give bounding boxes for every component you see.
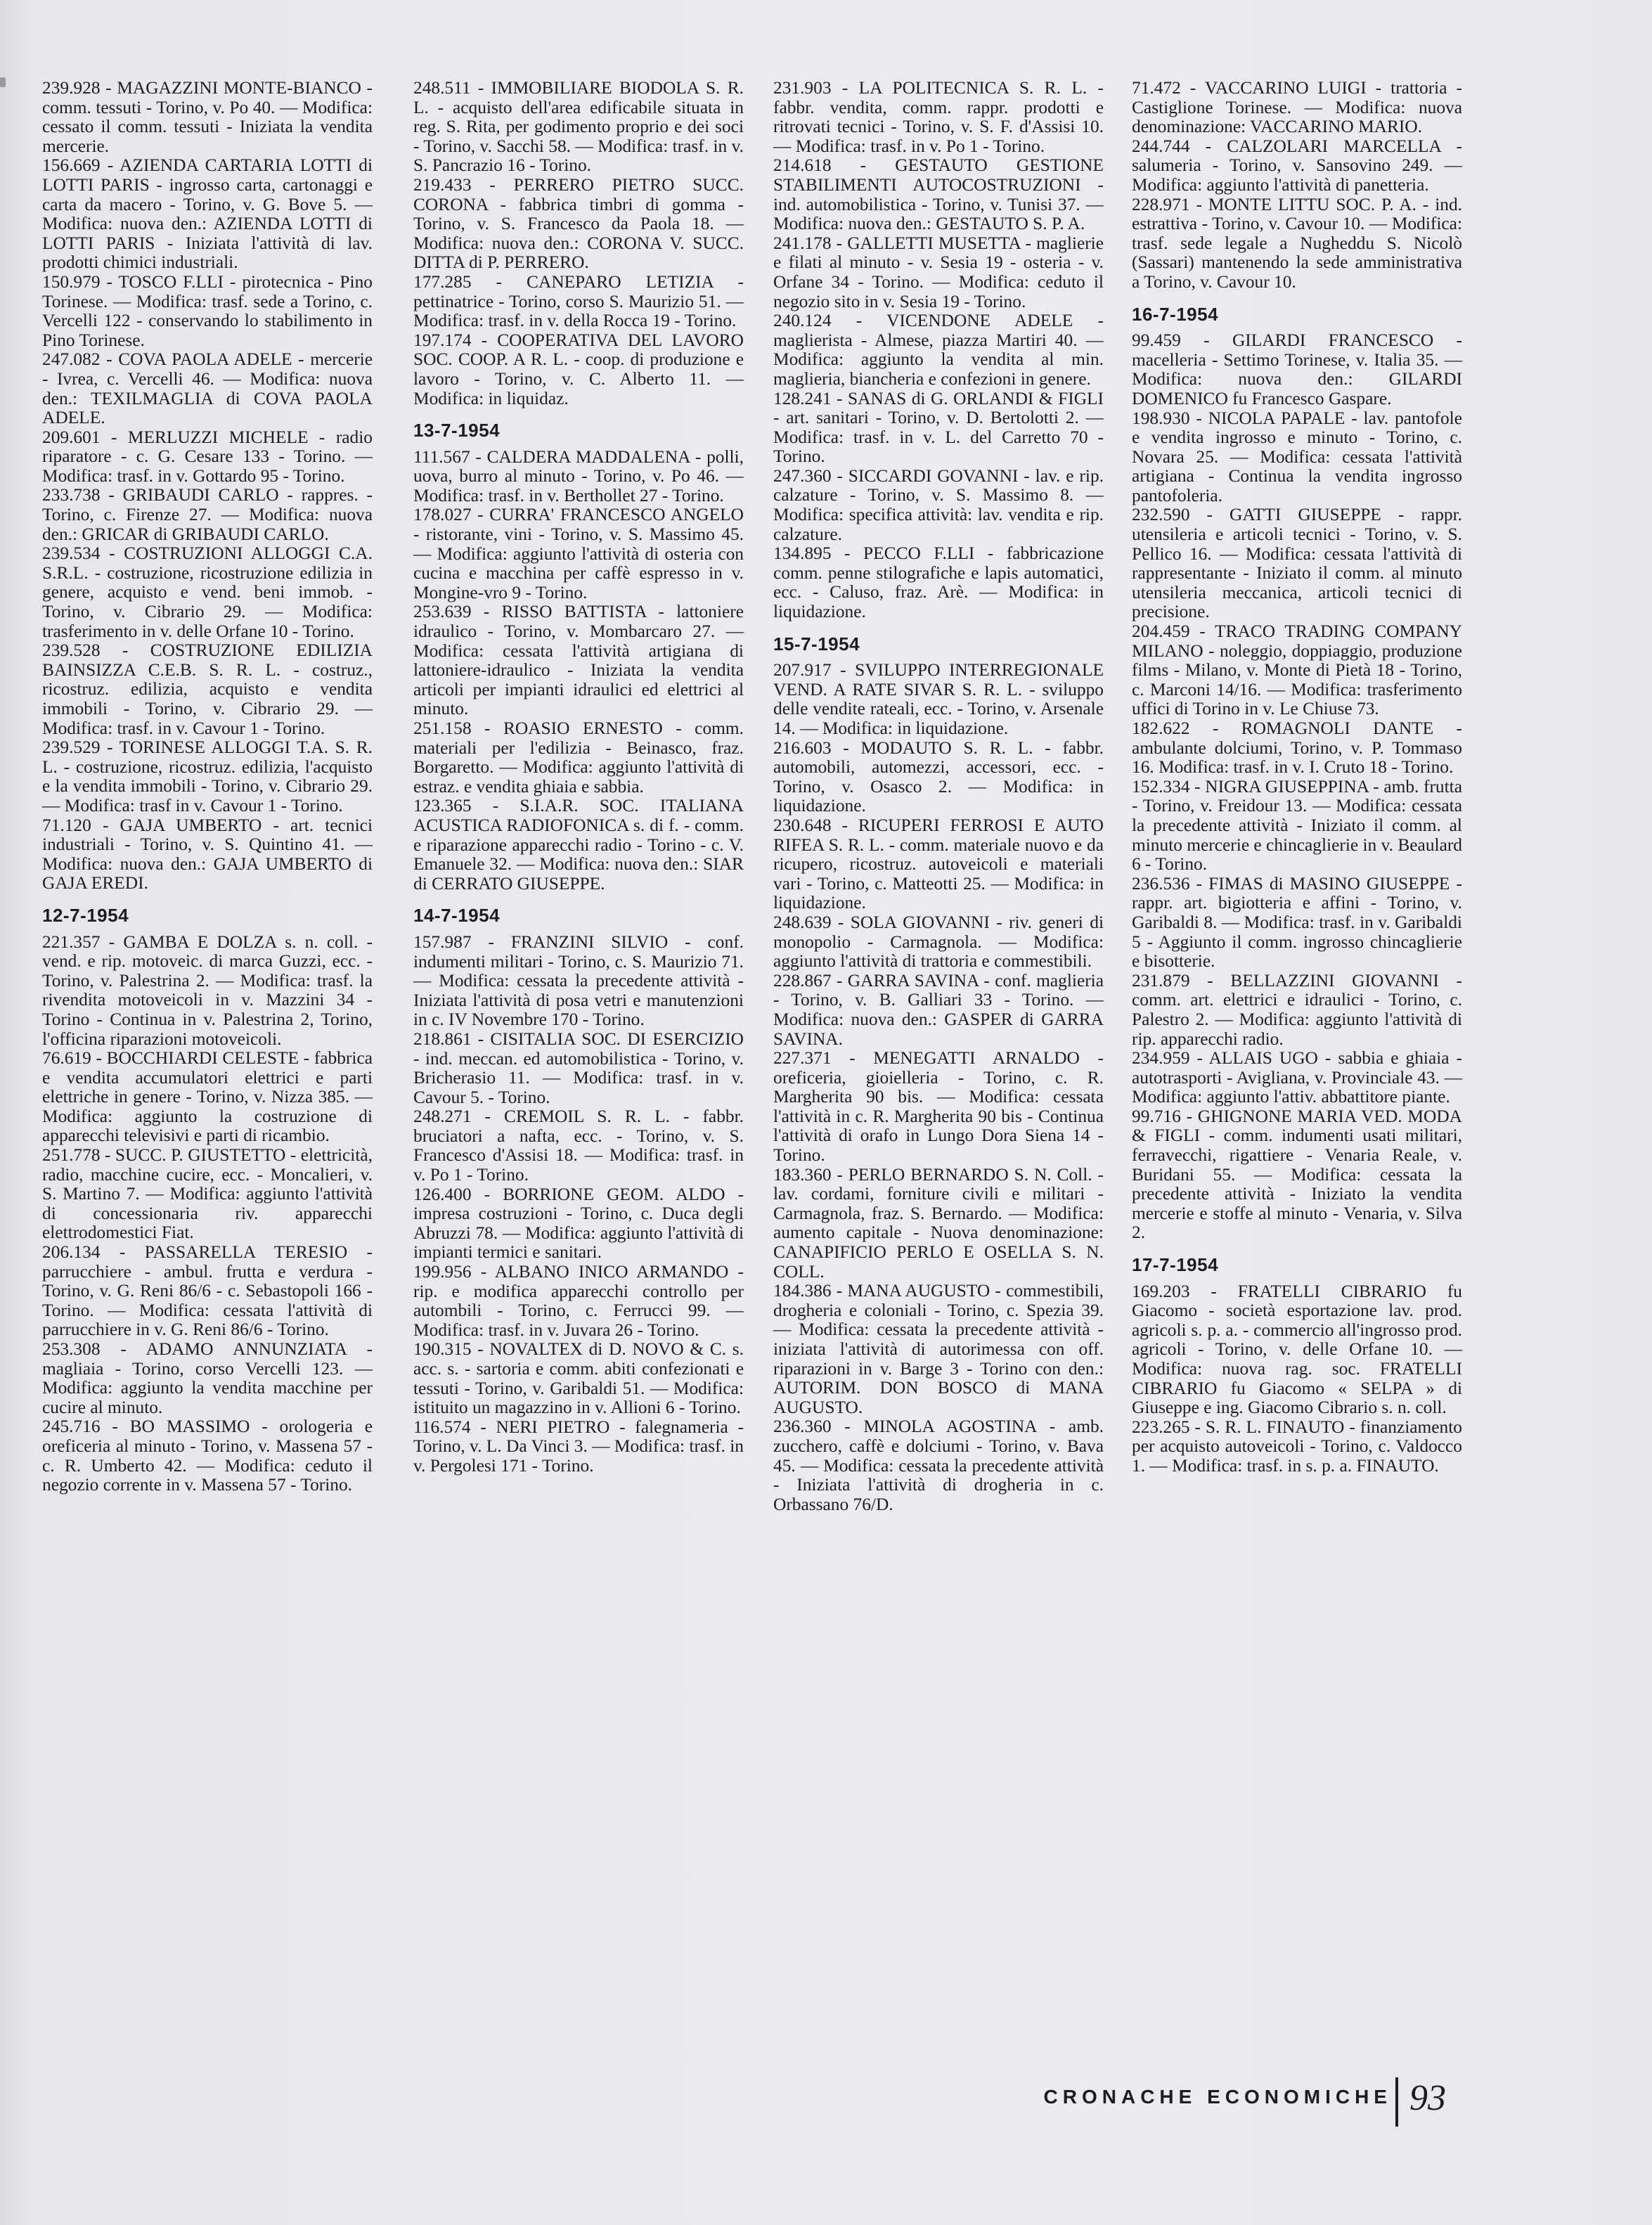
register-entry: 227.371 - MENEGATTI ARNALDO - oreficeria, gioielleria - Torino, c. R. Margherita 90 bis. — Modifica: cessata l'attività in c. R. Margherita 90 bis - Continua l'attività di orafo in Lungo Dora Siena 14 - Torino. xyxy=(773,1048,1104,1166)
binding-mark xyxy=(0,77,6,87)
date-heading: 12-7-1954 xyxy=(42,904,129,926)
register-entry: 128.241 - SANAS di G. ORLANDI & FIGLI - art. sanitari - Torino, v. D. Bertolotti 2. — Modifica: trasf. in v. L. del Carretto 70 - Torino. xyxy=(773,388,1104,467)
register-entry: 216.603 - MODAUTO S. R. L. - fabbr. automobili, automezzi, accessori, ecc. - Torino, v. Osasco 2. — Modifica: in liquidazione. xyxy=(773,737,1104,816)
date-heading: 17-7-1954 xyxy=(1132,1254,1219,1276)
register-entry: 245.716 - BO MASSIMO - orologeria e oreficeria al minuto - Torino, v. Massena 57 - c. R. Umberto 42. — Modifica: ceduto il negozio corrente in v. Massena 57 - Torino. xyxy=(42,1417,373,1495)
register-entry: 228.971 - MONTE LITTU SOC. P. A. - ind. estrattiva - Torino, v. Cavour 10. — Modifica: trasf. sede legale a Nugheddu S. Nicolò (Sassari) mantenendo la sede amministrativa a Torino, v. Cavour 10. xyxy=(1132,194,1462,292)
register-entry: 152.334 - NIGRA GIUSEPPINA - amb. frutta - Torino, v. Freidour 13. — Modifica: cessata la precedente attività - Iniziato il comm. al minuto mercerie e chincaglierie in v. Beaulard 6 - Torino. xyxy=(1132,776,1462,875)
register-entry: 199.956 - ALBANO INICO ARMANDO - rip. e modifica apparecchi controllo per autombili - Torino, c. Ferrucci 99. — Modifica: trasf. in v. Juvara 26 - Torino. xyxy=(413,1262,744,1340)
register-entry: 233.738 - GRIBAUDI CARLO - rappres. - Torino, c. Firenze 27. — Modifica: nuova den.: GRICAR di GRIBAUDI CARLO. xyxy=(42,485,373,544)
register-entry: 126.400 - BORRIONE GEOM. ALDO - impresa costruzioni - Torino, c. Duca degli Abruzzi 78. — Modifica: aggiunto l'attività di impianti termici e sanitari. xyxy=(413,1184,744,1263)
register-entry: 182.622 - ROMAGNOLI DANTE - ambulante dolciumi, Torino, v. P. Tommaso 16. Modifica: trasf. in v. I. Cruto 18 - Torino. xyxy=(1132,718,1462,778)
register-entry: 206.134 - PASSARELLA TERESIO - parrucchiere - ambul. frutta e verdura - Torino, v. G. Reni 86/6 - c. Sebastopoli 166 - Torino. — Modifica: cessata l'attività di parrucchiere in v. G. Reni 86/6 - Torino. xyxy=(42,1242,373,1340)
register-entry: 99.716 - GHIGNONE MARIA VED. MODA & FIGLI - comm. indumenti usati militari, ferravecchi, rigattiere - Venaria Reale, v. Buridani 55. — Modifica: cessata la precedente attività - Iniziato la vendita mercerie e stoffe al minuto - Venaria, v. Silva 2. xyxy=(1132,1106,1462,1243)
register-entry: 221.357 - GAMBA E DOLZA s. n. coll. - vend. e rip. motoveic. di marca Guzzi, ecc. - Torino, v. Palestrina 2. — Modifica: trasf. la rivendita motoveicoli in v. Mazzini 34 - Torino - Continua in v. Palestrina 2, Torino, l'officina riparazioni motoveicoli. xyxy=(42,931,373,1049)
register-entry: 244.744 - CALZOLARI MARCELLA - salumeria - Torino, v. Sansovino 249. — Modifica: aggiunto l'attività di panetteria. xyxy=(1132,136,1462,195)
register-entry: 239.534 - COSTRUZIONI ALLOGGI C.A. S.R.L. - costruzione, ricostruzione edilizia in genere, acquisto e vend. beni immob. - Torino, v. Cibrario 29. — Modifica: trasferimento in v. delle Orfane 10 - Torino. xyxy=(42,543,373,641)
register-entry: 111.567 - CALDERA MADDALENA - polli, uova, burro al minuto - Torino, v. Po 46. — Modifica: trasf. in v. Berthollet 27 - Torino. xyxy=(413,446,744,505)
register-entry: 253.639 - RISSO BATTISTA - lattoniere idraulico - Torino, v. Mombarcaro 27. — Modifica: cessata l'attività artigiana di lattoniere-idraulico - Iniziata la vendita articoli per impianti idraulici ed elettrici al minuto. xyxy=(413,602,744,719)
register-entry: 214.618 - GESTAUTO GESTIONE STABILIMENTI AUTOCOSTRUZIONI - ind. automobilistica - Torino, v. Tunisi 37. — Modifica: nuova den.: GESTAUTO S. P. A. xyxy=(773,155,1104,234)
publication-title: CRONACHE ECONOMICHE xyxy=(1043,2086,1392,2108)
register-entry: 253.308 - ADAMO ANNUNZIATA - magliaia - Torino, corso Vercelli 123. — Modifica: aggiunto la vendita macchine per cucire al minuto. xyxy=(42,1339,373,1417)
page-number: 93 xyxy=(1409,2078,1446,2118)
column-2 xyxy=(413,79,744,1476)
register-entry: 71.120 - GAJA UMBERTO - art. tecnici industriali - Torino, v. S. Quintino 41. — Modifica: nuova den.: GAJA UMBERTO di GAJA EREDI. xyxy=(42,815,373,894)
register-entry: 218.861 - CISITALIA SOC. DI ESERCIZIO - ind. meccan. ed automobilistica - Torino, v. Bricherasio 11. — Modifica: trasf. in v. Cavour 5. - Torino. xyxy=(413,1028,744,1107)
register-entry: 247.360 - SICCARDI GOVANNI - lav. e rip. calzature - Torino, v. S. Massimo 8. — Modifica: specifica attività: lav. vendita e rip. calzature. xyxy=(773,465,1104,544)
register-entry: 236.536 - FIMAS di MASINO GIUSEPPE - rappr. art. bigiotteria e affini - Torino, v. Garibaldi 8. — Modifica: trasf. in v. Garibaldi 5 - Aggiunto il comm. ingrosso chincaglierie e bisotterie. xyxy=(1132,873,1462,972)
register-entry: 197.174 - COOPERATIVA DEL LAVORO SOC. COOP. A R. L. - coop. di produzione e lavoro - Torino, v. C. Alberto 11. — Modifica: in liquidaz. xyxy=(413,330,744,408)
register-entry: 248.639 - SOLA GIOVANNI - riv. generi di monopolio - Carmagnola. — Modifica: aggiunto l'attività di trattoria e commestibili. xyxy=(773,912,1104,972)
register-entry: 241.178 - GALLETTI MUSETTA - maglierie e filati al minuto - v. Sesia 19 - osteria - v. Orfane 34 - Torino. — Modifica: ceduto il negozio sito in v. Sesia 19 - Torino. xyxy=(773,233,1104,311)
register-entry: 248.511 - IMMOBILIARE BIODOLA S. R. L. - acquisto dell'area edificabile situata in reg. S. Rita, per godimento proprio e dei soci - Torino, v. Sacchi 58. — Modifica: trasf. in v. S. Pancrazio 16 - Torino. xyxy=(413,78,744,176)
page-footer xyxy=(1012,2077,1462,2134)
register-entry: 184.386 - MANA AUGUSTO - commestibili, drogheria e coloniali - Torino, c. Spezia 39. — Modifica: cessata la precedente attività - iniziata l'attività di autorimessa con off. riparazioni in v. Barge 3 - Torino con den.: AUTORIM. DON BOSCO di MANA AUGUSTO. xyxy=(773,1281,1104,1417)
register-entry: 134.895 - PECCO F.LLI - fabbricazione comm. penne stilografiche e lapis automatici, ecc. - Caluso, fraz. Arè. — Modifica: in liquidazione. xyxy=(773,543,1104,622)
register-entry: 150.979 - TOSCO F.LLI - pirotecnica - Pino Torinese. — Modifica: trasf. sede a Torino, c. Vercelli 122 - conservando lo stabilimento in Pino Torinese. xyxy=(42,271,373,350)
register-entry: 239.528 - COSTRUZIONE EDILIZIA BAINSIZZA C.E.B. S. R. L. - costruz., ricostruz. edilizia, acquisto e vendita immobili - Torino, v. Cibrario 29. — Modifica: trasf. in v. Cavour 1 - Torino. xyxy=(42,640,373,738)
column-3 xyxy=(773,79,1104,1514)
register-entry: 240.124 - VICENDONE ADELE - maglierista - Almese, piazza Martiri 40. — Modifica: aggiunto la vendita al min. maglieria, biancheria e confezioni in genere. xyxy=(773,311,1104,389)
register-entry: 76.619 - BOCCHIARDI CELESTE - fabbrica e vendita accumulatori elettrici e parti elettriche in genere - Torino, v. Nizza 385. — Modifica: aggiunto la costruzione di apparecchi televisivi e parti di ricambio. xyxy=(42,1048,373,1146)
register-entry: 116.574 - NERI PIETRO - falegnameria - Torino, v. L. Da Vinci 3. — Modifica: trasf. in v. Pergolesi 171 - Torino. xyxy=(413,1417,744,1476)
date-heading: 13-7-1954 xyxy=(413,420,501,441)
register-entry: 232.590 - GATTI GIUSEPPE - rappr. utensileria e articoli tecnici - Torino, v. S. Pellico 16. — Modifica: cessata l'attività di rappresentante - Iniziato il comm. al minuto utensileria meccanica, articoli tecnici di precisione. xyxy=(1132,505,1462,622)
date-heading: 15-7-1954 xyxy=(773,633,860,654)
register-entry: 157.987 - FRANZINI SILVIO - conf. indumenti militari - Torino, c. S. Maurizio 71. — Modifica: cessata la precedente attività - Iniziata l'attività di posa vetri e manutenzioni in c. IV Novembre 170 - Torino. xyxy=(413,931,744,1030)
register-entry: 209.601 - MERLUZZI MICHELE - radio riparatore - c. G. Cesare 133 - Torino. — Modifica: trasf. in v. Gottardo 95 - Torino. xyxy=(42,427,373,486)
register-entry: 207.917 - SVILUPPO INTERREGIONALE VEND. A RATE SIVAR S. R. L. - sviluppo delle vendite rateali, ecc. - Torino, v. Arsenale 14. — Modifica: in liquidazione. xyxy=(773,660,1104,738)
register-entry: 177.285 - CANEPARO LETIZIA - pettinatrice - Torino, corso S. Maurizio 51. — Modifica: trasf. in v. della Rocca 19 - Torino. xyxy=(413,271,744,331)
register-entry: 178.027 - CURRA' FRANCESCO ANGELO - ristorante, vini - Torino, v. S. Massimo 45. — Modifica: aggiunto l'attività di osteria con cucina e macchina per caffè espresso in v. Mongine-vro 9 - Torino. xyxy=(413,505,744,602)
register-entry: 231.903 - LA POLITECNICA S. R. L. - fabbr. vendita, comm. rappr. prodotti e ritrovati tecnici - Torino, v. S. F. d'Assisi 10. — Modifica: trasf. in v. Po 1 - Torino. xyxy=(773,78,1104,156)
register-entry: 156.669 - AZIENDA CARTARIA LOTTI di LOTTI PARIS - ingrosso carta, cartonaggi e carta da macero - Torino, v. G. Bove 5. — Modifica: nuova den.: AZIENDA LOTTI di LOTTI PARIS - Iniziata l'attività di lav. prodotti chimici industriali. xyxy=(42,155,373,273)
register-entry: 228.867 - GARRA SAVINA - conf. maglieria - Torino, v. B. Galliari 33 - Torino. — Modifica: nuova den.: GASPER di GARRA SAVINA. xyxy=(773,970,1104,1049)
date-heading: 16-7-1954 xyxy=(1132,303,1219,325)
register-entry: 71.472 - VACCARINO LUIGI - trattoria - Castiglione Torinese. — Modifica: nuova denominazione: VACCARINO MARIO. xyxy=(1132,78,1462,137)
register-entry: 247.082 - COVA PAOLA ADELE - mercerie - Ivrea, c. Vercelli 46. — Modifica: nuova den.: TEXILMAGLIA di COVA PAOLA ADELE. xyxy=(42,349,373,428)
register-entry: 223.265 - S. R. L. FINAUTO - finanziamento per acquisto autoveicoli - Torino, c. Valdocco 1. — Modifica: trasf. in s. p. a. FINAUTO. xyxy=(1132,1417,1462,1476)
register-entry: 169.203 - FRATELLI CIBRARIO fu Giacomo - società esportazione lav. prod. agricoli s. p. a. - commercio all'ingrosso prod. agricoli - Torino, v. delle Orfane 10. — Modifica: nuova rag. soc. FRATELLI CIBRARIO fu Giacomo « SELPA » di Giuseppe e ing. Giacomo Cibrario s. n. coll. xyxy=(1132,1281,1462,1418)
register-entry: 183.360 - PERLO BERNARDO S. N. Coll. - lav. cordami, forniture civili e militari - Carmagnola, fraz. S. Bernardo. — Modifica: aumento capitale - Nuova denominazione: CANAPIFICIO PERLO E OSELLA S. N. COLL. xyxy=(773,1164,1104,1282)
register-entry: 236.360 - MINOLA AGOSTINA - amb. zucchero, caffè e dolciumi - Torino, v. Bava 45. — Modifica: cessata la precedente attività - Iniziata l'attività di drogheria in c. Orbassano 76/D. xyxy=(773,1417,1104,1514)
register-entry: 230.648 - RICUPERI FERROSI E AUTO RIFEA S. R. L. - comm. materiale nuovo e da ricupero, ricostruz. autoveicoli e materiali vari - Torino, c. Matteotti 25. — Modifica: in liquidazione. xyxy=(773,815,1104,913)
register-entry: 231.879 - BELLAZZINI GIOVANNI - comm. art. elettrici e idraulici - Torino, c. Palestro 2. — Modifica: aggiunto l'attività di rip. apparecchi radio. xyxy=(1132,970,1462,1049)
footer-divider xyxy=(1395,2077,1398,2127)
column-4 xyxy=(1132,79,1462,1476)
register-entry: 204.459 - TRACO TRADING COMPANY MILANO - noleggio, doppiaggio, produzione films - Milano, v. Monte di Pietà 18 - Torino, c. Marconi 14/16. — Modifica: trasferimento uffici di Torino in v. Le Chiuse 73. xyxy=(1132,621,1462,719)
register-entry: 251.778 - SUCC. P. GIUSTETTO - elettricità, radio, macchine cucire, ecc. - Moncalieri, v. S. Martino 7. — Modifica: aggiunto l'attività di concessionaria riv. apparecchi elettrodomestici Fiat. xyxy=(42,1145,373,1243)
register-entry: 219.433 - PERRERO PIETRO SUCC. CORONA - fabbrica timbri di gomma - Torino, v. S. Francesco da Paola 18. — Modifica: nuova den.: CORONA V. SUCC. DITTA di P. PERRERO. xyxy=(413,174,744,273)
register-entry: 248.271 - CREMOIL S. R. L. - fabbr. bruciatori a nafta, ecc. - Torino, v. S. Francesco d'Assisi 18. — Modifica: trasf. in v. Po 1 - Torino. xyxy=(413,1107,744,1185)
register-entry: 239.928 - MAGAZZINI MONTE-BIANCO - comm. tessuti - Torino, v. Po 40. — Modifica: cessato il comm. tessuti - Iniziata la vendita mercerie. xyxy=(42,78,373,156)
register-entry: 99.459 - GILARDI FRANCESCO - macelleria - Settimo Torinese, v. Italia 35. — Modifica: nuova den.: GILARDI DOMENICO fu Francesco Gaspare. xyxy=(1132,330,1462,408)
column-1 xyxy=(42,79,373,1495)
register-entry: 190.315 - NOVALTEX di D. NOVO & C. s. acc. s. - sartoria e comm. abiti confezionati e tessuti - Torino, v. Garibaldi 51. — Modifica: istituito un magazzino in v. Allioni 6 - Torino. xyxy=(413,1339,744,1418)
date-heading: 14-7-1954 xyxy=(413,905,501,927)
register-entry: 239.529 - TORINESE ALLOGGI T.A. S. R. L. - costruzione, ricostruz. edilizia, l'acquisto e la vendita immobili - Torino, v. Cibrario 29. — Modifica: trasf in v. Cavour 1 - Torino. xyxy=(42,737,373,815)
register-entry: 251.158 - ROASIO ERNESTO - comm. materiali per l'edilizia - Beinasco, fraz. Borgaretto. — Modifica: aggiunto l'attività di estraz. e vendita ghiaia e sabbia. xyxy=(413,718,744,797)
register-entry: 234.959 - ALLAIS UGO - sabbia e ghiaia - autotrasporti - Avigliana, v. Provinciale 43. — Modifica: aggiunto l'attiv. abbattitore piante. xyxy=(1132,1048,1462,1107)
register-entry: 198.930 - NICOLA PAPALE - lav. pantofole e vendita ingrosso e minuto - Torino, c. Novara 25. — Modifica: cessata l'attività artigiana - Continua la vendita ingrosso pantofoleria. xyxy=(1132,408,1462,505)
register-entry: 123.365 - S.I.A.R. SOC. ITALIANA ACUSTICA RADIOFONICA s. di f. - comm. e riparazione apparecchi radio - Torino - c. V. Emanuele 32. — Modifica: nuova den.: SIAR di CERRATO GIUSEPPE. xyxy=(413,796,744,894)
